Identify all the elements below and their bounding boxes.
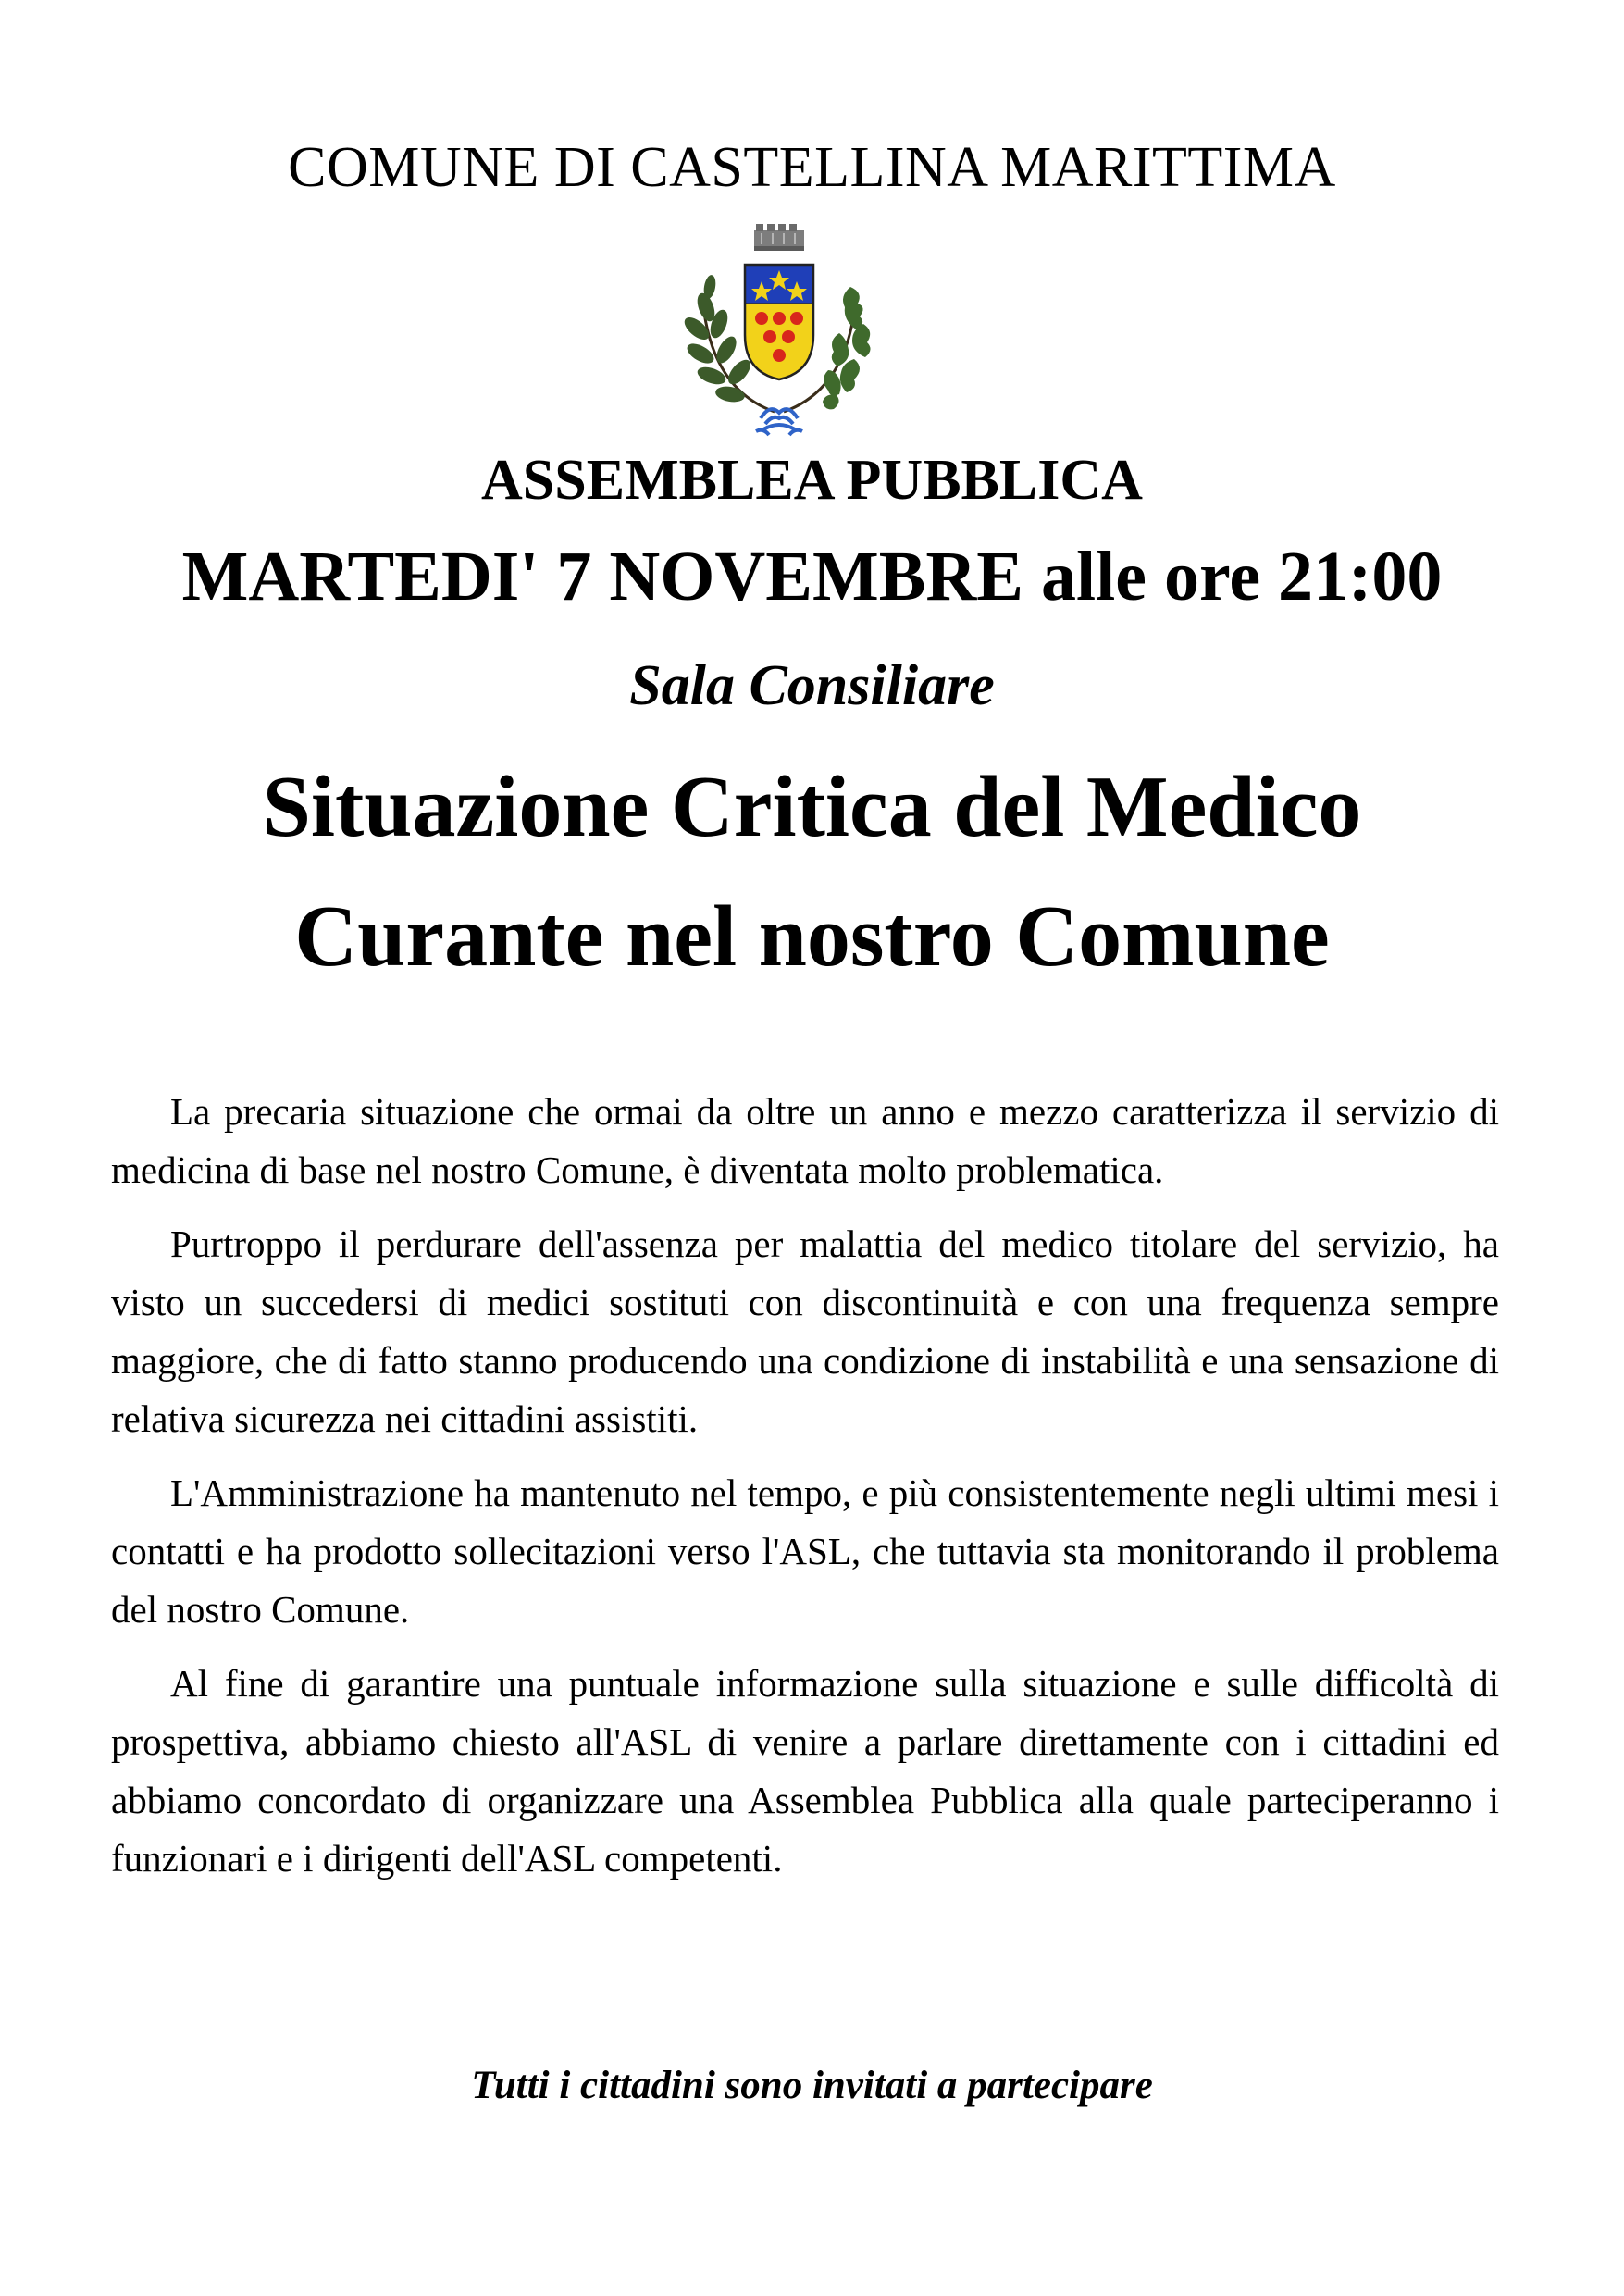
coat-of-arms-icon bbox=[673, 222, 886, 444]
event-date-time: MARTEDI' 7 NOVEMBRE alle ore 21:00 bbox=[181, 538, 1443, 615]
body-paragraph: L'Amministrazione ha mantenuto nel tempo, e più consistentemente negli ultimi mesi i contatti e ha prodotto sollecitazioni verso l'ASL, che tuttavia sta monitorando il problema del nostro Comune. bbox=[111, 1471, 1499, 1631]
body-paragraph: Al fine di garantire una puntuale informazione sulla situazione e sulle difficoltà di prospettiva, abbiamo chiesto all'ASL di venire a parlare direttamente con i cittadini ed abbiamo concordato di organizzare una Assemblea Pubblica alla quale parteciperanno i funzionari e i dirigenti dell'ASL competenti. bbox=[111, 1662, 1499, 1880]
event-type: ASSEMBLEA PUBBLICA bbox=[481, 449, 1143, 512]
mural-crown bbox=[754, 224, 804, 251]
body-text bbox=[111, 1083, 1499, 1904]
municipality-name: COMUNE DI CASTELLINA MARITTIMA bbox=[288, 136, 1336, 199]
event-venue: Sala Consiliare bbox=[629, 654, 995, 717]
shield bbox=[745, 265, 813, 379]
body-paragraph: La precaria situazione che ormai da oltre un anno e mezzo caratterizza il servizio di medicina di base nel nostro Comune, è diventata molto problematica. bbox=[111, 1090, 1499, 1191]
headline-line-1: Situazione Critica del Medico bbox=[262, 759, 1362, 855]
body-paragraph: Purtroppo il perdurare dell'assenza per malattia del medico titolare del servizio, ha visto un succedersi di medici sostituti con discontinuità e con una frequenza sempre maggiore, che di fatto stanno producendo una condizione di instabilità e una sensazione di relativa sicurezza nei cittadini assistiti. bbox=[111, 1222, 1499, 1440]
closing-invitation: Tutti i cittadini sono invitati a partecipare bbox=[471, 2064, 1153, 2107]
ribbon-bow bbox=[756, 409, 802, 435]
headline-line-2: Curante nel nostro Comune bbox=[294, 888, 1330, 985]
